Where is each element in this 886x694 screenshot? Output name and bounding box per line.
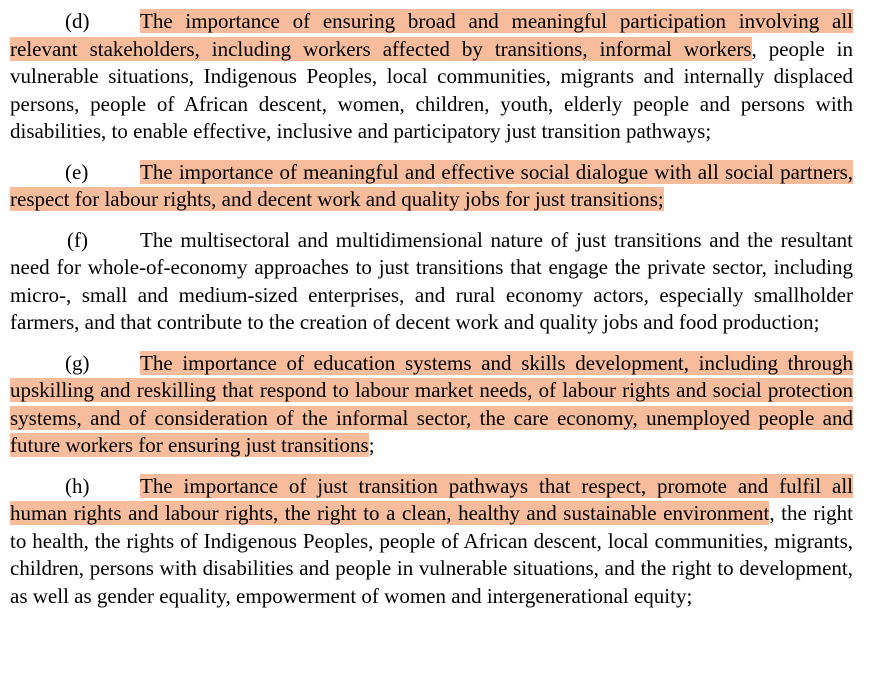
paragraph-d [10,8,853,146]
paragraph-f [10,227,853,337]
item-label: (e) [65,159,89,184]
highlighted-text[interactable]: The importance of ensuring broad and meaningful participation involving all relevant stakeholders, including workers affected by transitions, informal workers [10,9,853,61]
paragraph-g [10,350,853,460]
item-label: (h) [65,473,90,498]
highlighted-text[interactable]: The importance of meaningful and effective social dialogue with all social partners, respect for labour rights, and decent work and quality jobs for just transitions; [10,159,853,211]
paragraph-e [10,159,853,214]
item-label: (d) [65,9,90,33]
body-text: , the right to health, the rights of Indigenous Peoples, people of African descent, local communities, migrants, children, persons with disabilities and people in vulnerable situations, and the right to development, as well as gender equality, empowerment of women and intergenerational equity; [10,501,853,608]
highlighted-text[interactable]: The importance of just transition pathways that respect, promote and fulfil all human rights and labour rights, the right to a clean, healthy and sustainable environment [10,473,853,525]
body-text: ; [368,433,375,457]
item-label: (f) [67,227,88,252]
highlighted-text[interactable]: The importance of education systems and skills development, including through upskilling and reskilling that respond to labour market needs, of labour rights and social protection systems, and of consideration of the informal sector, the care economy, unemployed people and future workers for ensuring just transitions [10,350,853,457]
item-label: (g) [65,350,90,375]
body-text: The multisectoral and multidimensional nature of just transitions and the resultant need for whole-of-economy approaches to just transitions that engage the private sector, including micro-, small and medium-sized enterprises, and rural economy actors, especially smallholder farmers, and that contribute to the creation of decent work and quality jobs and food production; [10,227,853,334]
body-text: , people in vulnerable situations, Indigenous Peoples, local communities, migrants and internally displaced persons, people of African descent, women, children, youth, elderly people and persons with disabilities, to enable effective, inclusive and participatory just transition pathways; [10,36,853,143]
paragraph-h [10,473,853,611]
document-page [10,8,853,623]
